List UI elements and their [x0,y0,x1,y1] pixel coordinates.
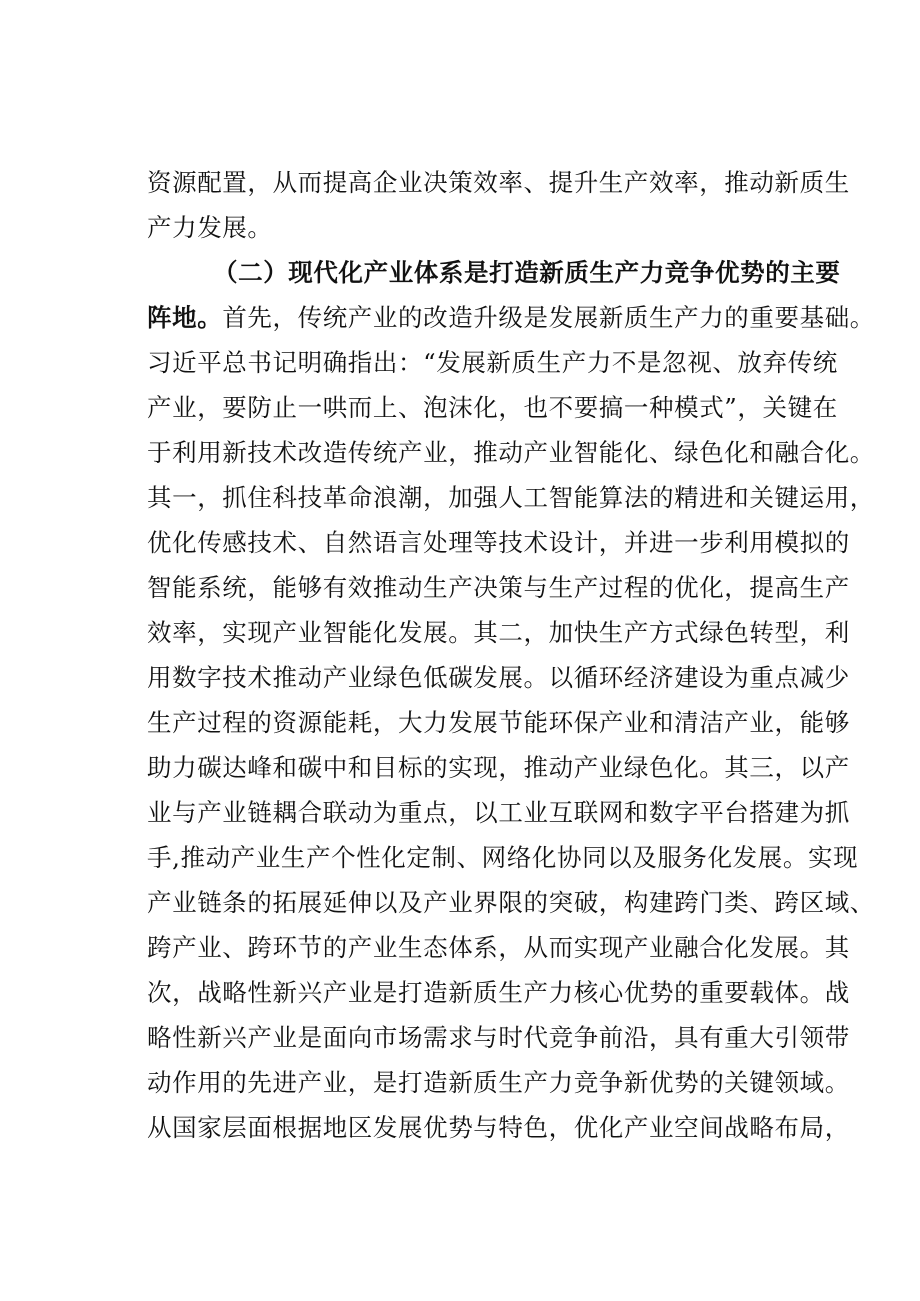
paragraph-2-line: 智能系统，能够有效推动生产决策与生产过程的优化，提高生产 [147,573,850,602]
paragraph-2-line-2 [147,295,875,340]
paragraph-2-line: 次，战略性新兴产业是打造新质生产力核心优势的重要载体。战 [147,978,850,1007]
paragraph-2-line: 生产过程的资源能耗，大力发展节能环保产业和清洁产业，能够 [147,708,850,737]
paragraph-2-line-2-text: 首先，传统产业的改造升级是发展新质生产力的重要基础。 [222,303,875,332]
paragraph-2-line: 用数字技术推动产业绿色低碳发展。以循环经济建设为重点减少 [147,663,850,692]
paragraph-2-line: 其一，抓住科技革命浪潮，加强人工智能算法的精进和关键运用， [147,483,875,512]
paragraph-2-line: 习近平总书记明确指出：“发展新质生产力不是忽视、放弃传统 [147,348,838,377]
paragraph-2-line: 助力碳达峰和碳中和目标的实现，推动产业绿色化。其三，以产 [147,753,850,782]
section-heading: （二）现代化产业体系是打造新质生产力竞争优势的主要 [213,258,841,287]
paragraph-2-line: 效率，实现产业智能化发展。其二，加快生产方式绿色转型，利 [147,618,850,647]
paragraph-2-line: 跨产业、跨环节的产业生态体系，从而实现产业融合化发展。其 [147,933,850,962]
paragraph-2-line: 手,推动产业生产个性化定制、网络化协同以及服务化发展。实现 [147,843,859,872]
paragraph-2-line: 略性新兴产业是面向市场需求与时代竞争前沿，具有重大引领带 [147,1023,850,1052]
paragraph-2-line: 于利用新技术改造传统产业，推动产业智能化、绿色化和融合化。 [147,438,875,467]
paragraph-2-line: 产业链条的拓展延伸以及产业界限的突破，构建跨门类、跨区域、 [147,888,875,917]
paragraph-2-line: 优化传感技术、自然语言处理等技术设计，并进一步利用模拟的 [147,528,850,557]
paragraph-2-line: 动作用的先进产业，是打造新质生产力竞争新优势的关键领域。 [147,1068,850,1097]
paragraph-1-line-1: 资源配置，从而提高企业决策效率、提升生产效率，推动新质生 [147,168,850,197]
paragraph-2-line: 业与产业链耦合联动为重点，以工业互联网和数字平台搭建为抓 [147,798,850,827]
paragraph-1-line-2: 产力发展。 [147,213,273,242]
document-body [147,160,875,1150]
paragraph-2-line: 产业，要防止一哄而上、泡沫化，也不要搞一种模式”，关键在 [147,393,838,422]
paragraph-2-line: 从国家层面根据地区发展优势与特色，优化产业空间战略布局， [147,1113,850,1142]
section-heading-continued: 阵地。 [147,303,223,332]
